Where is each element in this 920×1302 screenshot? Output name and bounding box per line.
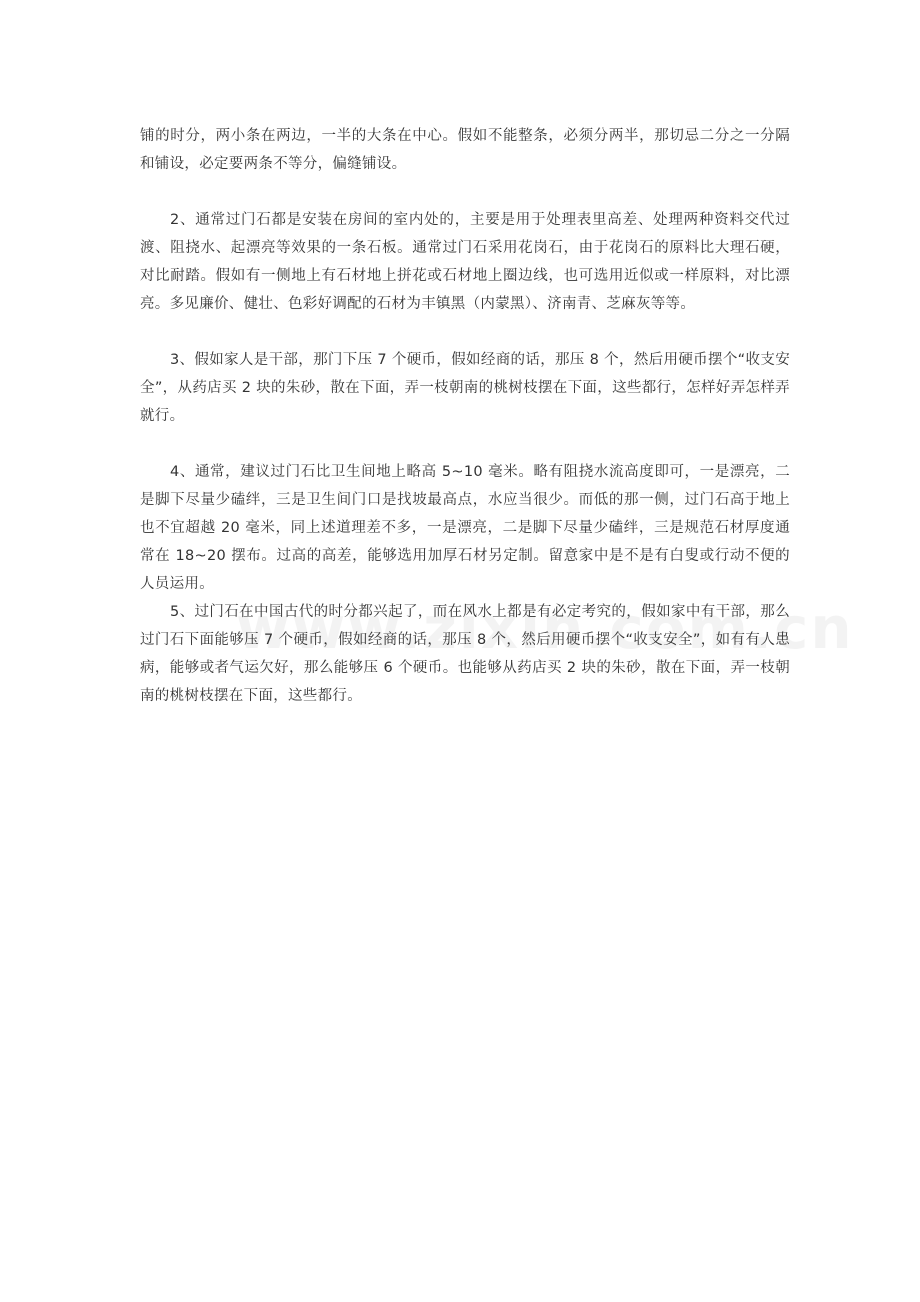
paragraph-5: 5、过门石在中国古代的时分都兴起了，而在风水上都是有必定考究的，假如家中有干部，那么过门石下面能够压 7 个硬币，假如经商的话，那压 8 个，然后用硬币摆个“收支安全”，如有有人患病，能够或者气运欠好，那么能够压 6 个硬币。也能够从药店买 2 块的朱砂，散在下面，弄一枝朝南的桃树枝摆在下面，这些都行。 xyxy=(140,604,790,704)
document-body xyxy=(140,122,790,710)
paragraph-2: 2、通常过门石都是安装在房间的室内处的，主要是用于处理表里高差、处理两种资料交代过渡、阻挠水、起漂亮等效果的一条石板。通常过门石采用花岗石，由于花岗石的原料比大理石硬，对比耐踏。假如有一侧地上有石材地上拼花或石材地上圈边线，也可选用近似或一样原料，对比漂亮。多见廉价、健壮、色彩好调配的石材为丰镇黑（内蒙黑）、济南青、芝麻灰等等。 xyxy=(140,212,790,312)
paragraph-continuation: 铺的时分，两小条在两边，一半的大条在中心。假如不能整条，必须分两半，那切忌二分之一分隔和铺设，必定要两条不等分，偏缝铺设。 xyxy=(140,128,790,172)
paragraph-4: 4、通常，建议过门石比卫生间地上略高 5~10 毫米。略有阻挠水流高度即可，一是漂亮，二是脚下尽量少磕绊，三是卫生间门口是找坡最高点，水应当很少。而低的那一侧，过门石高于地上也不宜超越 20 毫米，同上述道理差不多，一是漂亮，二是脚下尽量少磕绊，三是规范石材厚度通常在 18~20 摆布。过高的高差，能够选用加厚石材另定制。留意家中是不是有白叟或行动不便的人员运用。 xyxy=(140,464,790,592)
paragraph-3: 3、假如家人是干部，那门下压 7 个硬币，假如经商的话，那压 8 个，然后用硬币摆个“收支安全”，从药店买 2 块的朱砂，散在下面，弄一枝朝南的桃树枝摆在下面，这些都行，怎样好弄怎样弄就行。 xyxy=(140,352,790,424)
